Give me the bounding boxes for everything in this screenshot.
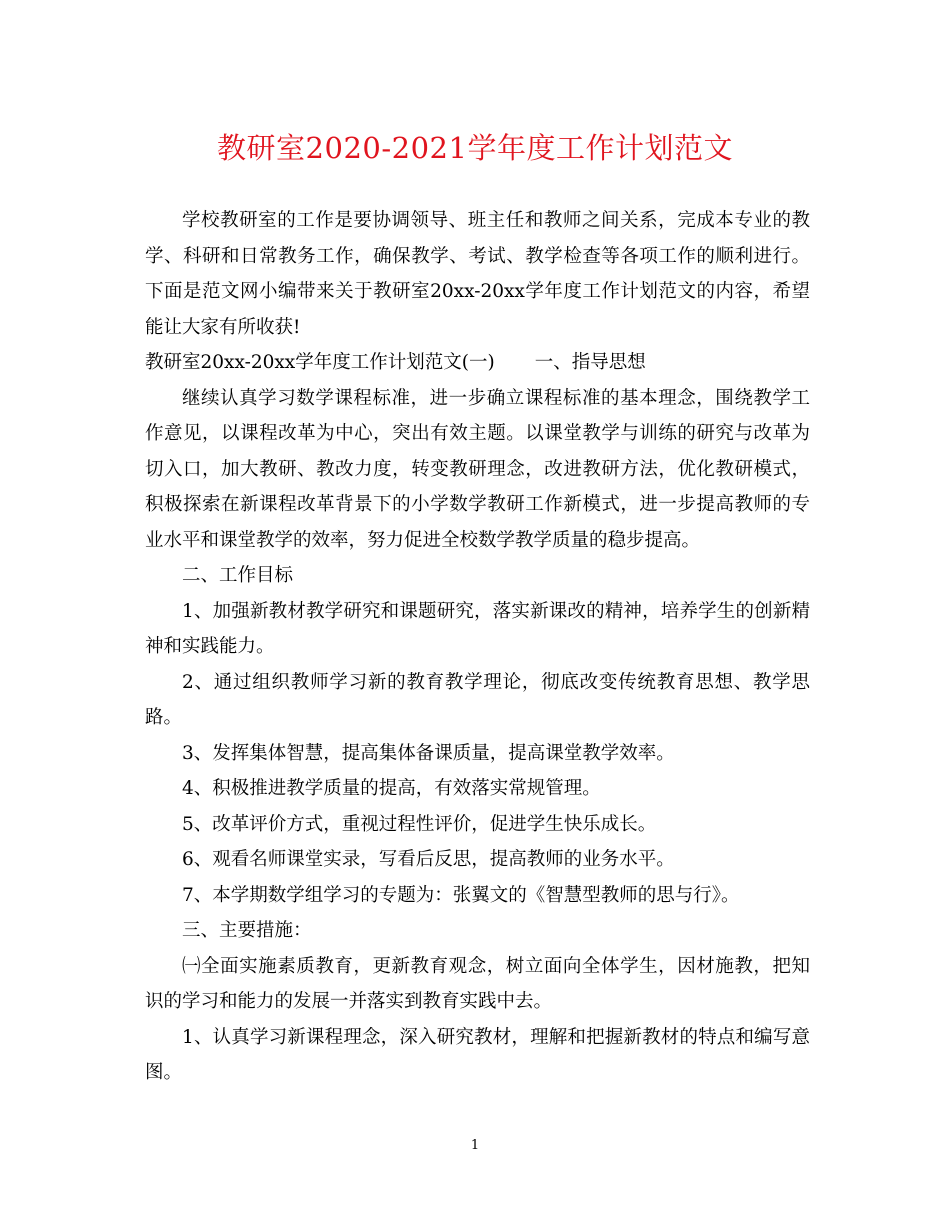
goal-item: 6、观看名师课堂实录，写看后反思，提高教师的业务水平。 [182, 849, 675, 870]
goal-item: 2、通过组织教师学习新的教育教学理论，彻底改变传统教育思想、教学思路。 [145, 671, 810, 728]
page-number: 1 [470, 1138, 480, 1153]
goal-item: 3、发挥集体智慧，提高集体备课质量，提高课堂教学效率。 [182, 742, 675, 764]
goal-item: 1、加强新教材教学研究和课题研究，落实新课改的精神，培养学生的创新精神和实践能力。 [145, 600, 810, 657]
section-title-line [145, 345, 810, 381]
document-body [145, 203, 810, 1091]
goal-item: 4、积极推进教学质量的提高，有效落实常规管理。 [182, 778, 601, 799]
section-title: 教研室20xx-20xx学年度工作计划范文(一) [145, 352, 495, 373]
section-heading-measures: 三、主要措施： [182, 920, 312, 941]
measure-item: ㈠全面实施素质教育，更新教育观念，树立面向全体学生，因材施教，把知识的学习和能力的发展一并落实到教育实践中去。 [145, 955, 810, 1012]
goal-item: 7、本学期数学组学习的专题为：张翼文的《智慧型教师的思与行》。 [182, 884, 740, 906]
guiding-paragraph: 继续认真学习数学课程标准，进一步确立课程标准的基本理念，围绕教学工作意见，以课程改革为中心，突出有效主题。以课堂教学与训练的研究与改革为切入口，加大教研、教改力度，转变教研理念，改进教研方法，优化教研模式，积极探索在新课程改革背景下的小学数学教研工作新模式，进一步提高教师的专业水平和课堂教学的效率，努力促进全校数学教学质量的稳步提高。 [145, 387, 810, 551]
goal-item: 5、改革评价方式，重视过程性评价，促进学生快乐成长。 [182, 813, 657, 835]
document-title: 教研室2020-2021学年度工作计划范文 [217, 131, 733, 165]
section-heading-guiding: 一、指导思想 [534, 352, 646, 373]
measure-item: 1、认真学习新课程理念，深入研究教材，理解和把握新教材的特点和编写意图。 [145, 1026, 810, 1083]
section-heading-goals: 二、工作目标 [182, 565, 294, 586]
intro-paragraph: 学校教研室的工作是要协调领导、班主任和教师之间关系，完成本专业的教学、科研和日常教务工作，确保教学、考试、教学检查等各项工作的顺利进行。下面是范文网小编带来关于教研室20xx-20xx学年度工作计划范文的内容，希望能让大家有所收获! [145, 210, 810, 338]
